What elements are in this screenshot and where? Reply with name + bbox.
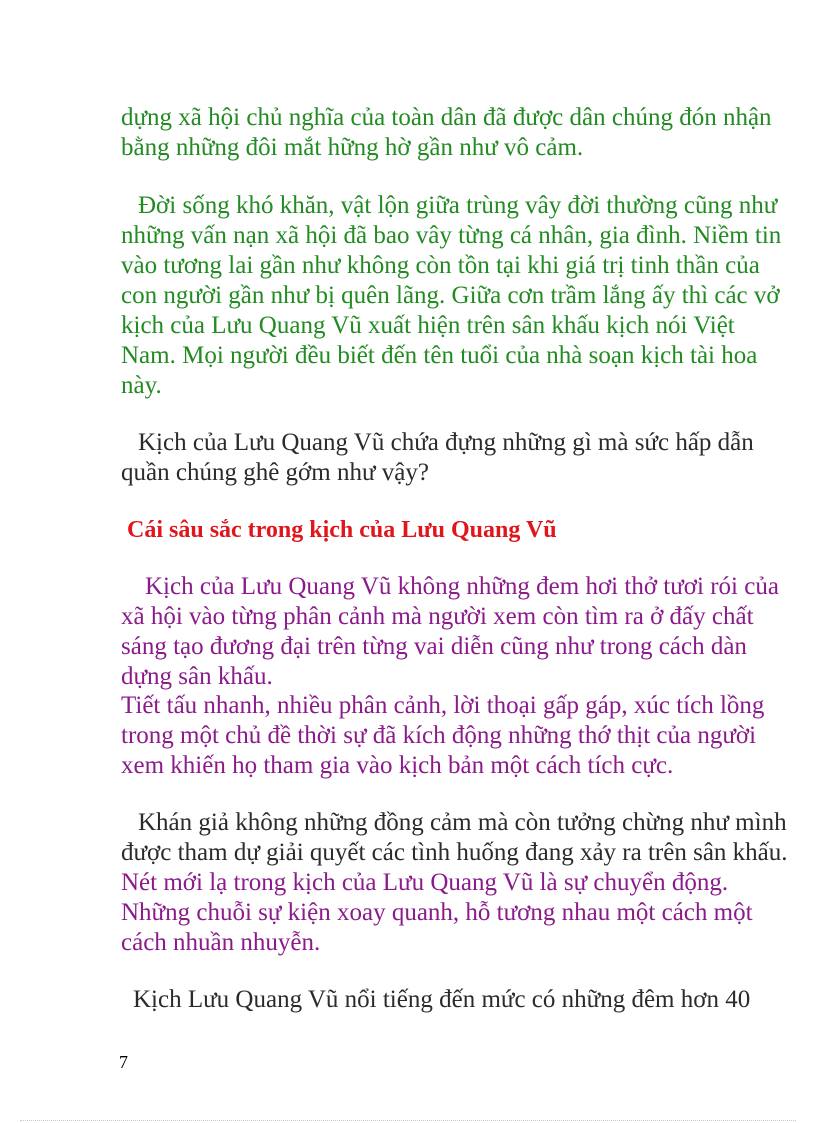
p5-line-5: cách nhuần nhuyễn. — [121, 929, 321, 956]
p3-line-2: quần chúng ghê gớm như vậy? — [121, 459, 429, 486]
p6-line-1: Kịch Lưu Quang Vũ nổi tiếng đến mức có những đêm hơn 40 — [133, 986, 751, 1013]
p1-line-2: bằng những đôi mắt hững hờ gần như vô cảm. — [121, 134, 584, 161]
p5-line-1: Khán giả không những đồng cảm mà còn tưởng chừng như mình — [138, 809, 787, 836]
p2-line-6: Nam. Mọi người đều biết đến tên tuổi của nhà soạn kịch tài hoa — [121, 342, 758, 369]
p4-line-6: trong một chủ đề thời sự đã kích động những thớ thịt của người — [121, 722, 757, 749]
p5-line-4: Những chuỗi sự kiện xoay quanh, hỗ tương nhau một cách một — [121, 899, 753, 926]
p1-line-1: dựng xã hội chủ nghĩa của toàn dân đã được dân chúng đón nhận — [121, 104, 772, 131]
p2-line-7: này. — [121, 372, 162, 399]
p4-line-7: xem khiến họ tham gia vào kịch bản một cách tích cực. — [121, 752, 674, 779]
p4-line-5: Tiết tấu nhanh, nhiều phân cảnh, lời thoại gấp gáp, xúc tích lồng — [121, 692, 765, 719]
p4-line-3: sáng tạo đương đại trên từng vai diễn cũng như trong cách dàn — [121, 633, 747, 660]
p4-line-4: dựng sân khấu. — [121, 663, 273, 690]
p5-line-3: Nét mới lạ trong kịch của Lưu Quang Vũ là sự chuyển động. — [121, 869, 729, 896]
p2-line-3: vào tương lai gần như không còn tồn tại khi giá trị tinh thần của — [121, 252, 760, 279]
page-number: 7 — [119, 1052, 128, 1072]
page-bottom-rule — [20, 1120, 796, 1121]
p2-line-2: những vấn nạn xã hội đã bao vây từng cá nhân, gia đình. Niềm tin — [121, 222, 782, 249]
p2-line-5: kịch của Lưu Quang Vũ xuất hiện trên sân khấu kịch nói Việt — [121, 312, 735, 339]
section-heading: Cái sâu sắc trong kịch của Lưu Quang Vũ — [127, 517, 557, 543]
p2-line-4: con người gần như bị quên lãng. Giữa cơn trầm lắng ấy thì các vở — [121, 282, 780, 309]
p2-line-1: Đời sống khó khăn, vật lộn giữa trùng vây đời thường cũng như — [138, 192, 778, 219]
p3-line-1: Kịch của Lưu Quang Vũ chứa đựng những gì mà sức hấp dẫn — [138, 429, 754, 456]
p4-line-1: Kịch của Lưu Quang Vũ không những đem hơi thở tươi rói của — [145, 573, 779, 600]
p5-line-2: được tham dự giải quyết các tình huống đang xảy ra trên sân khấu. — [121, 839, 788, 866]
p4-line-2: xã hội vào từng phân cảnh mà người xem còn tìm ra ở đấy chất — [121, 603, 754, 630]
